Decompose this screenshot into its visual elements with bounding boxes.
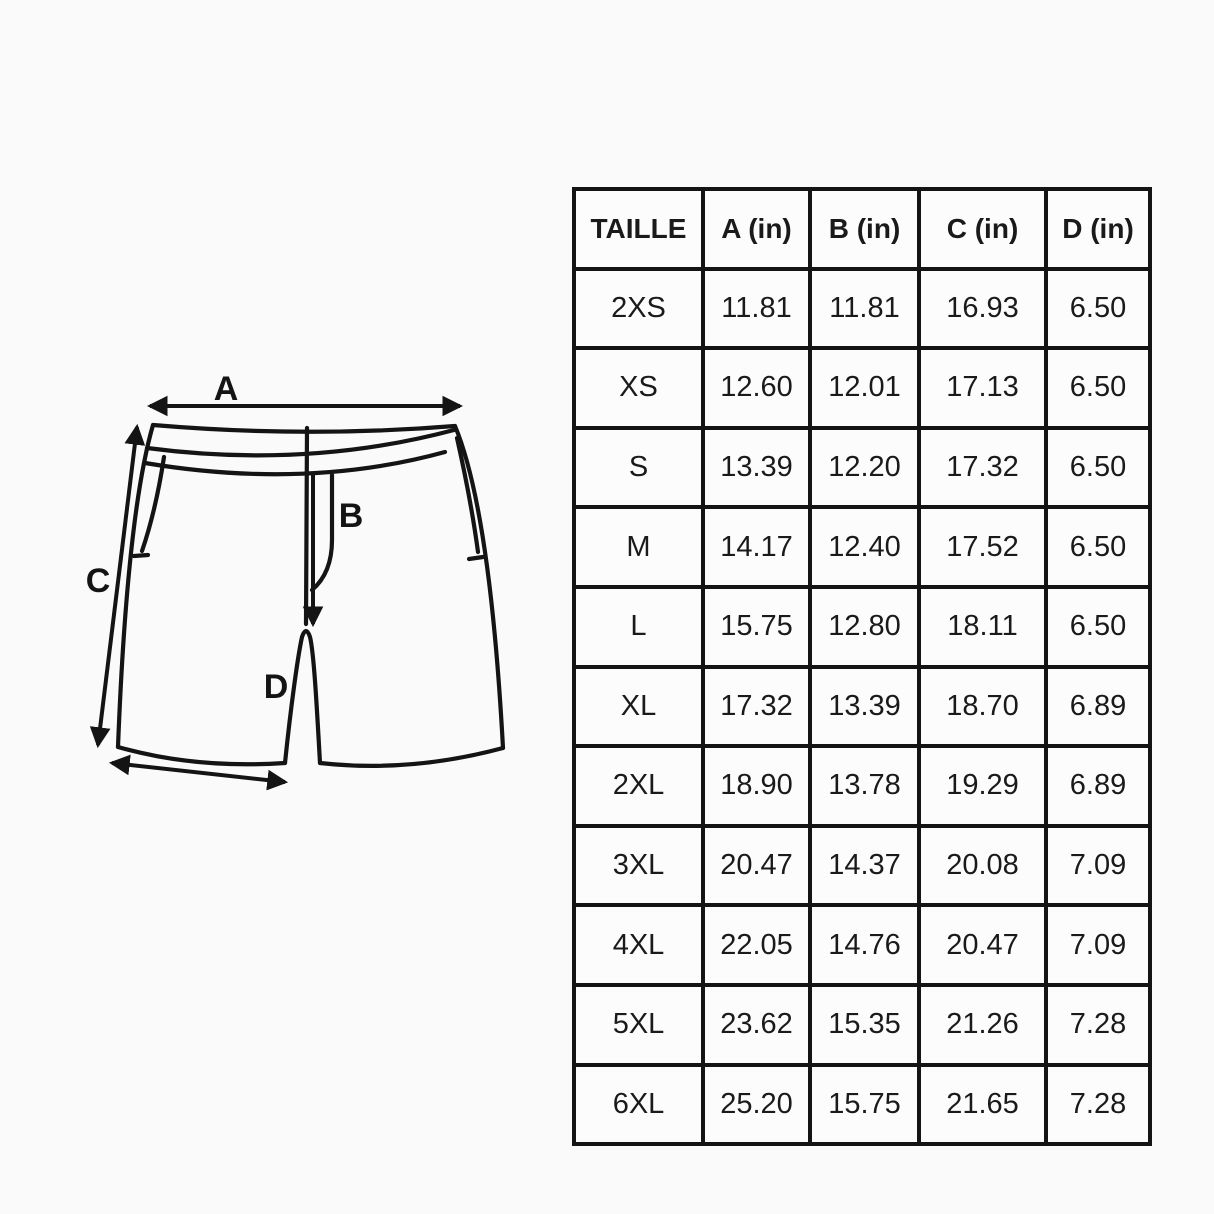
size-cell: 2XS <box>574 269 703 349</box>
cell-c: 20.47 <box>919 905 1046 985</box>
cell-d: 7.28 <box>1046 1065 1150 1145</box>
cell-d: 6.50 <box>1046 428 1150 508</box>
size-cell: 5XL <box>574 985 703 1065</box>
cell-c: 20.08 <box>919 826 1046 906</box>
cell-b: 11.81 <box>810 269 919 349</box>
left-pocket-opening <box>142 457 164 551</box>
size-cell: 3XL <box>574 826 703 906</box>
size-table-body <box>574 269 1150 1145</box>
cell-a: 11.81 <box>703 269 810 349</box>
size-table <box>572 187 1152 1146</box>
cell-c: 21.26 <box>919 985 1046 1065</box>
left-pocket-tick <box>134 555 148 556</box>
cell-a: 25.20 <box>703 1065 810 1145</box>
cell-b: 12.01 <box>810 348 919 428</box>
cell-b: 12.40 <box>810 507 919 587</box>
cell-a: 22.05 <box>703 905 810 985</box>
cell-b: 12.80 <box>810 587 919 667</box>
cell-a: 12.60 <box>703 348 810 428</box>
right-leg-hem <box>320 748 503 766</box>
cell-c: 17.13 <box>919 348 1046 428</box>
table-row <box>574 428 1150 508</box>
cell-a: 20.47 <box>703 826 810 906</box>
cell-c: 21.65 <box>919 1065 1046 1145</box>
table-row <box>574 667 1150 747</box>
table-row <box>574 985 1150 1065</box>
table-row <box>574 826 1150 906</box>
cell-a: 14.17 <box>703 507 810 587</box>
cell-a: 15.75 <box>703 587 810 667</box>
size-cell: 4XL <box>574 905 703 985</box>
cell-a: 13.39 <box>703 428 810 508</box>
table-row <box>574 269 1150 349</box>
cell-c: 18.11 <box>919 587 1046 667</box>
size-cell: 6XL <box>574 1065 703 1145</box>
left-leg-hem <box>118 747 285 764</box>
label-d: D <box>263 668 289 706</box>
cell-c: 18.70 <box>919 667 1046 747</box>
label-a: A <box>213 370 239 408</box>
size-cell: 2XL <box>574 746 703 826</box>
shorts-outline <box>118 425 503 766</box>
table-row <box>574 1065 1150 1145</box>
header-c: C (in) <box>919 189 1046 269</box>
header-b: B (in) <box>810 189 919 269</box>
cell-d: 6.50 <box>1046 348 1150 428</box>
cell-d: 6.50 <box>1046 269 1150 349</box>
cell-d: 7.28 <box>1046 985 1150 1065</box>
right-pocket-tick <box>469 557 483 559</box>
cell-b: 13.39 <box>810 667 919 747</box>
table-row <box>574 746 1150 826</box>
left-side-seam <box>118 425 153 747</box>
cell-a: 17.32 <box>703 667 810 747</box>
size-cell: M <box>574 507 703 587</box>
cell-b: 12.20 <box>810 428 919 508</box>
size-cell: XL <box>574 667 703 747</box>
cell-d: 6.89 <box>1046 746 1150 826</box>
shorts-diagram <box>75 360 545 810</box>
center-front-seam <box>306 428 307 624</box>
header-taille: TAILLE <box>574 189 703 269</box>
size-cell: XS <box>574 348 703 428</box>
cell-c: 19.29 <box>919 746 1046 826</box>
label-b: B <box>338 497 364 535</box>
waistband-top-edge <box>153 425 455 432</box>
header-d: D (in) <box>1046 189 1150 269</box>
cell-d: 7.09 <box>1046 826 1150 906</box>
cell-b: 13.78 <box>810 746 919 826</box>
dimension-labels <box>86 370 364 706</box>
table-row <box>574 348 1150 428</box>
cell-d: 6.50 <box>1046 587 1150 667</box>
size-table-header <box>574 189 1150 269</box>
right-side-seam <box>455 426 503 748</box>
cell-d: 6.50 <box>1046 507 1150 587</box>
cell-b: 15.75 <box>810 1065 919 1145</box>
shorts-drawing <box>75 360 545 810</box>
cell-b: 15.35 <box>810 985 919 1065</box>
cell-c: 16.93 <box>919 269 1046 349</box>
header-row <box>574 189 1150 269</box>
cell-c: 17.32 <box>919 428 1046 508</box>
cell-a: 23.62 <box>703 985 810 1065</box>
cell-c: 17.52 <box>919 507 1046 587</box>
cell-d: 6.89 <box>1046 667 1150 747</box>
cell-a: 18.90 <box>703 746 810 826</box>
cell-b: 14.37 <box>810 826 919 906</box>
table-row <box>574 507 1150 587</box>
size-cell: S <box>574 428 703 508</box>
label-c: C <box>85 562 111 600</box>
table-row <box>574 905 1150 985</box>
cell-d: 7.09 <box>1046 905 1150 985</box>
size-cell: L <box>574 587 703 667</box>
table-row <box>574 587 1150 667</box>
header-a: A (in) <box>703 189 810 269</box>
cell-b: 14.76 <box>810 905 919 985</box>
inner-leg-crotch-seam <box>285 631 320 763</box>
